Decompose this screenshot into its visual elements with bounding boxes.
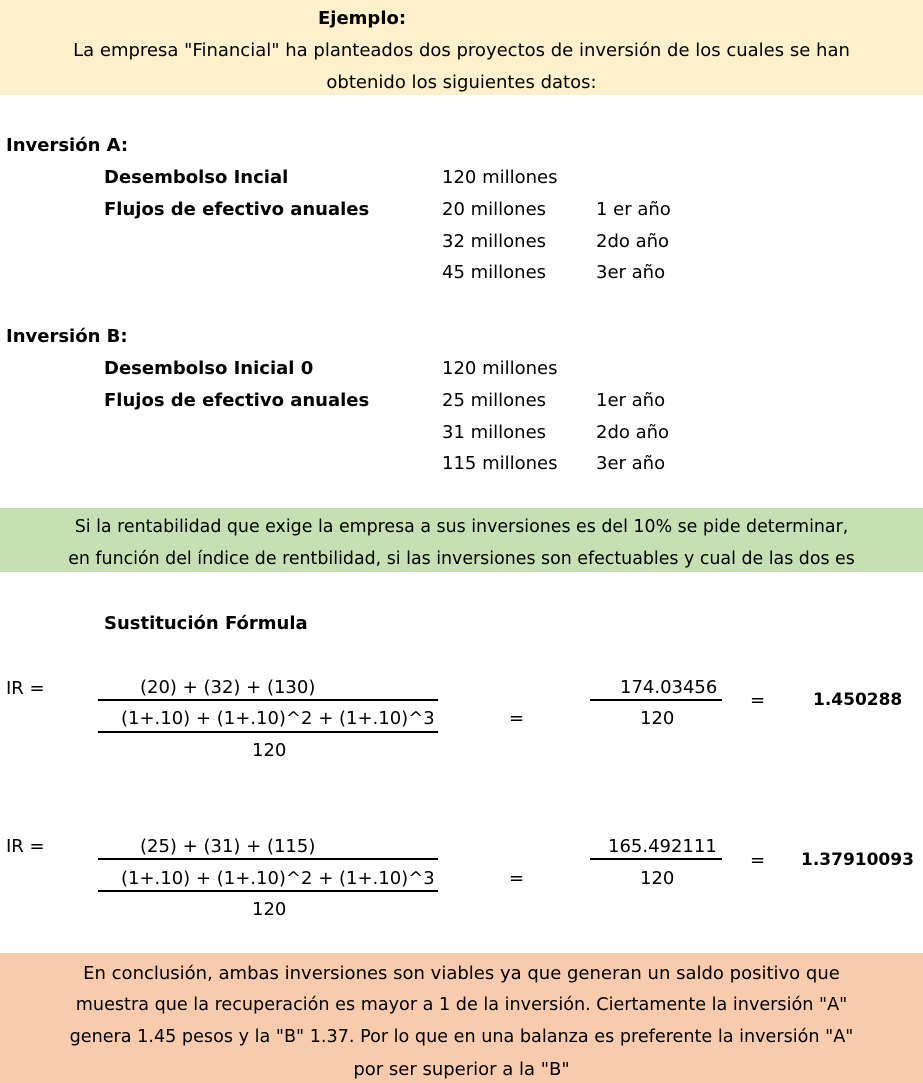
intro-line-1: La empresa "Financial" ha planteados dos proyectos de inversión de los cuales se han <box>73 40 850 61</box>
intro-line-2: obtenido los siguientes datos: <box>326 72 597 93</box>
investment-b-flow-amount: 25 millones <box>442 390 547 411</box>
investment-a-flow-year: 3er año <box>596 262 666 283</box>
formula-a-numerator: (20) + (32) + (130) <box>140 677 316 698</box>
question-line-1: Si la rentabilidad que exige la empresa a sus inversiones es del 10% se pide determinar, <box>74 517 849 537</box>
fraction-line <box>98 858 438 860</box>
investment-a-flow-year: 2do año <box>596 231 670 252</box>
substitution-title: Sustitución Fórmula <box>104 613 308 634</box>
investment-a-flow-amount: 20 millones <box>442 199 547 220</box>
investment-b-flujos-label: Flujos de efectivo anuales <box>104 390 370 411</box>
investment-b-flow-amount: 31 millones <box>442 422 547 443</box>
fraction-line <box>98 731 438 733</box>
equals-sign: = <box>750 690 766 711</box>
investment-a-flow-year: 1 er año <box>596 199 671 220</box>
fraction-line <box>590 858 722 860</box>
fraction-line <box>98 890 438 892</box>
formula-a-divisor: 120 <box>252 740 287 761</box>
formula-a-result: 1.450288 <box>813 690 903 710</box>
investment-a-desembolso-label: Desembolso Incial <box>104 167 289 188</box>
investment-a-desembolso-value: 120 millones <box>442 167 558 188</box>
formula-b-sum-divisor: 120 <box>640 868 675 889</box>
formula-b-denominator: (1+.10) + (1+.10)^2 + (1+.10)^3 <box>121 868 435 889</box>
formula-b-sum: 165.492111 <box>608 836 717 857</box>
investment-a-flujos-label: Flujos de efectivo anuales <box>104 199 370 220</box>
equals-sign: = <box>750 850 766 871</box>
investment-b-desembolso-label: Desembolso Inicial 0 <box>104 358 314 379</box>
investment-b-title: Inversión B: <box>6 326 128 347</box>
formula-a-sum-divisor: 120 <box>640 708 675 729</box>
example-title: Ejemplo: <box>318 8 407 29</box>
formula-b-result: 1.37910093 <box>801 850 914 870</box>
question-line-2: en función del índice de rentbilidad, si las inversiones son efectuables y cual de las dos es <box>68 549 855 569</box>
formula-a-sum: 174.03456 <box>620 677 718 698</box>
conclusion-line-4: por ser superior a la "B" <box>353 1059 570 1080</box>
investment-a-title: Inversión A: <box>6 135 129 156</box>
investment-a-flow-amount: 32 millones <box>442 231 547 252</box>
ir-label: IR = <box>6 678 45 699</box>
investment-b-flow-year: 2do año <box>596 422 670 443</box>
investment-b-flow-year: 3er año <box>596 453 666 474</box>
fraction-line <box>590 699 722 701</box>
investment-a-flow-amount: 45 millones <box>442 262 547 283</box>
conclusion-line-1: En conclusión, ambas inversiones son viables ya que generan un saldo positivo que <box>83 963 840 984</box>
conclusion-line-3: genera 1.45 pesos y la "B" 1.37. Por lo que en una balanza es preferente la inversión "A" <box>69 1027 854 1047</box>
investment-b-flow-amount: 115 millones <box>442 453 558 474</box>
equals-sign: = <box>509 868 525 889</box>
investment-b-desembolso-value: 120 millones <box>442 358 558 379</box>
formula-a-denominator: (1+.10) + (1+.10)^2 + (1+.10)^3 <box>121 708 435 729</box>
equals-sign: = <box>509 708 525 729</box>
fraction-line <box>98 699 438 701</box>
ir-label: IR = <box>6 836 45 857</box>
formula-b-divisor: 120 <box>252 899 287 920</box>
formula-b-numerator: (25) + (31) + (115) <box>140 836 316 857</box>
conclusion-line-2: muestra que la recuperación es mayor a 1 de la inversión. Ciertamente la inversión "A" <box>75 995 848 1015</box>
investment-b-flow-year: 1er año <box>596 390 666 411</box>
